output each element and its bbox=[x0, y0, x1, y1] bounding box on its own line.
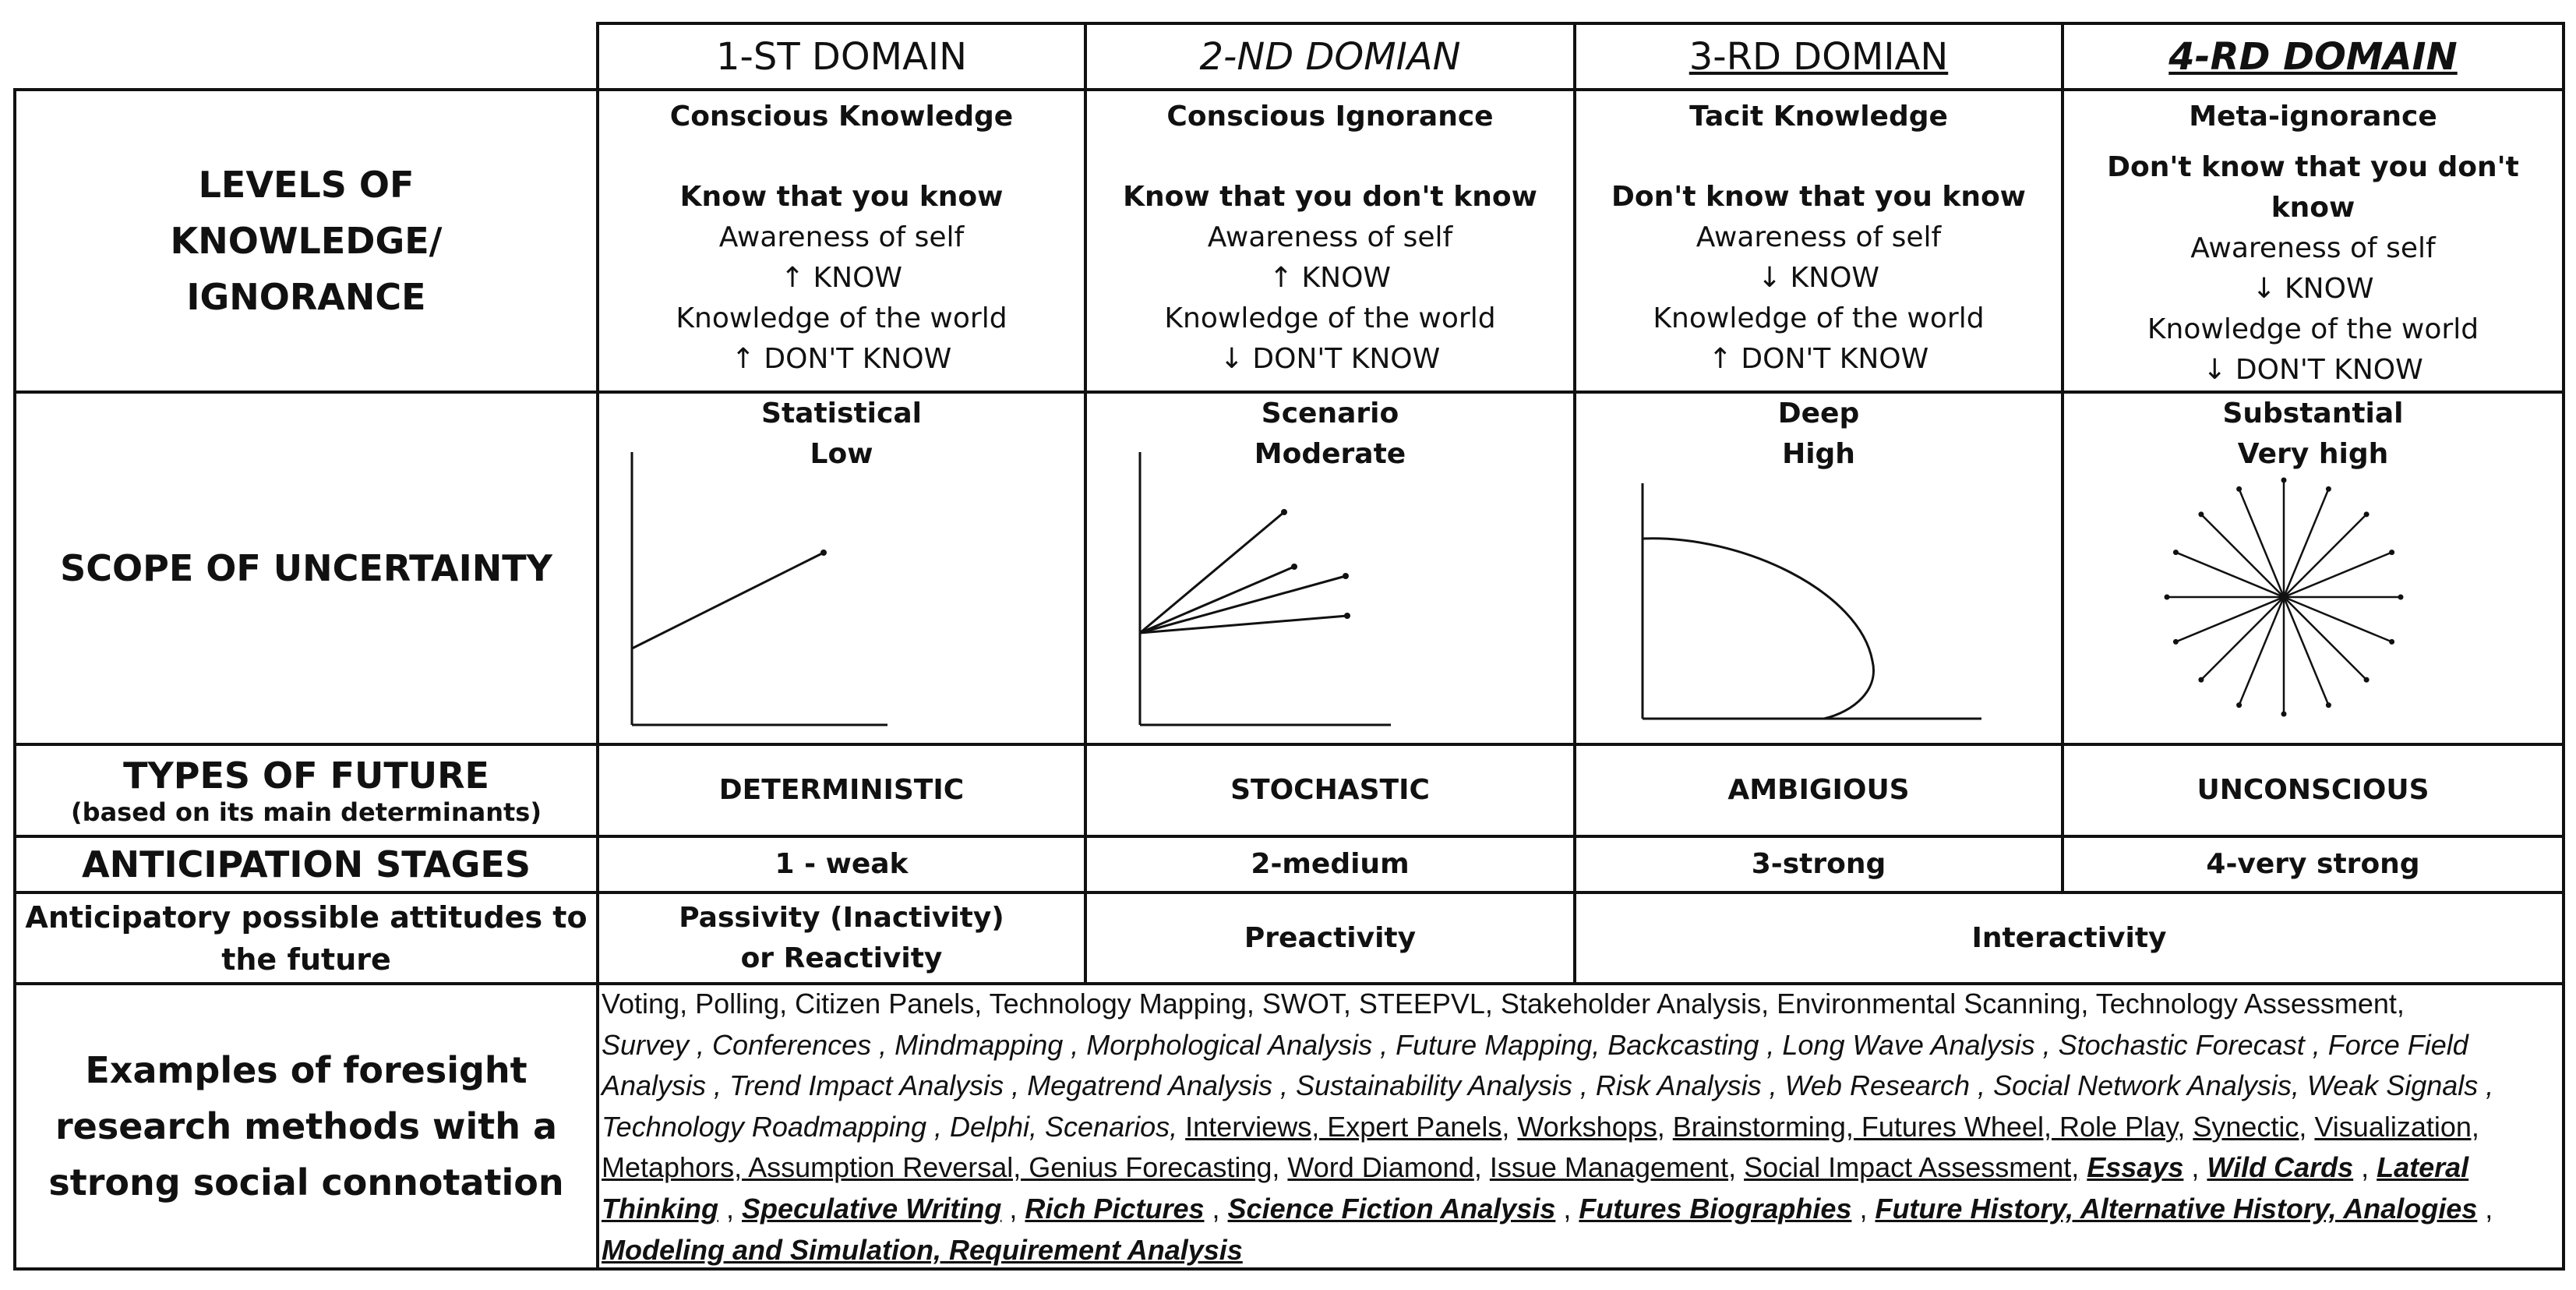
method-text: , bbox=[2299, 1110, 2315, 1143]
diagram-starburst bbox=[2165, 478, 2404, 717]
header-domain-4-label: 4-RD DOMAIN bbox=[2168, 34, 2458, 79]
levels-world: Knowledge of the world bbox=[676, 302, 1007, 334]
method-text: Voting, Polling, Citizen Panels, Technology Mapping, SWOT, STEEPVL, Stakeholder Analysis, Environmental Scanning, Technology Assessment, bbox=[602, 988, 2405, 1020]
type-domain-1 bbox=[599, 746, 1084, 835]
stage-domain-2 bbox=[1087, 838, 1573, 891]
row-label-types bbox=[16, 746, 596, 835]
table-border-right bbox=[2562, 22, 2565, 1271]
examples-line bbox=[602, 1189, 2550, 1230]
levels-world: Knowledge of the world bbox=[1164, 302, 1496, 334]
levels-cell-domain-3 bbox=[1576, 91, 2061, 391]
diagram-point bbox=[2389, 550, 2394, 555]
method-text: Workshops bbox=[1517, 1110, 1657, 1143]
header-domain-4 bbox=[2064, 25, 2562, 88]
scenario-uncertainty-diagram bbox=[1087, 436, 1573, 740]
deep-uncertainty-diagram bbox=[1576, 436, 2061, 740]
row-label-stages bbox=[16, 838, 596, 891]
row-label-stages-text: ANTICIPATION STAGES bbox=[82, 843, 531, 885]
attitude-domain-1 bbox=[599, 894, 1084, 982]
row-label-levels-line: KNOWLEDGE/ bbox=[170, 220, 443, 262]
method-text: Technology Roadmapping , Delphi, Scenarios, bbox=[602, 1110, 1186, 1143]
type-domain-4 bbox=[2064, 746, 2562, 835]
method-text: , bbox=[1728, 1151, 1745, 1184]
levels-know-line: Know that you don't know bbox=[1123, 181, 1537, 213]
method-text: Science Fiction Analysis bbox=[1227, 1192, 1556, 1225]
header-domain-2 bbox=[1087, 25, 1573, 88]
method-text: Issue Management bbox=[1489, 1151, 1729, 1184]
scope-level: Very high bbox=[2237, 438, 2389, 470]
scope-level: Moderate bbox=[1254, 438, 1406, 470]
header-domain-1 bbox=[599, 25, 1084, 88]
stage-label: 4-very strong bbox=[2206, 848, 2420, 880]
diagram-point bbox=[2281, 478, 2287, 483]
diagram-point bbox=[2198, 677, 2204, 683]
method-text: Essays bbox=[2087, 1151, 2184, 1184]
diagram-point bbox=[2389, 639, 2394, 645]
method-text: , bbox=[718, 1192, 742, 1225]
header-domain-3 bbox=[1576, 25, 2061, 88]
levels-self: Awareness of self bbox=[2190, 232, 2436, 264]
stage-label: 1 - weak bbox=[775, 848, 909, 880]
diagram-point bbox=[1291, 564, 1297, 570]
levels-self-arrow: ↑ KNOW bbox=[1269, 262, 1392, 294]
row-label-attitudes bbox=[16, 894, 596, 982]
stage-domain-1 bbox=[599, 838, 1084, 891]
examples-line bbox=[602, 1230, 2550, 1271]
type-label: STOCHASTIC bbox=[1230, 774, 1430, 806]
diagram-curve bbox=[1643, 539, 1873, 719]
diagram-scenario-line bbox=[1140, 512, 1284, 633]
method-text: , bbox=[2177, 1110, 2193, 1143]
examples-line bbox=[602, 1025, 2550, 1066]
type-label: AMBIGIOUS bbox=[1727, 774, 1910, 806]
row-label-examples-line: Examples of foresight bbox=[85, 1049, 528, 1091]
levels-world: Knowledge of the world bbox=[1653, 302, 1985, 334]
row-label-levels bbox=[16, 91, 596, 391]
method-text: , bbox=[1204, 1192, 1228, 1225]
row-label-examples-line: research methods with a bbox=[55, 1105, 558, 1147]
method-text: Thinking bbox=[602, 1192, 718, 1225]
levels-world: Knowledge of the world bbox=[2147, 313, 2479, 345]
diagram-point bbox=[2364, 511, 2370, 517]
row-label-examples-line: strong social connotation bbox=[48, 1161, 564, 1203]
attitude-line: or Reactivity bbox=[740, 942, 943, 974]
attitude-domain-2 bbox=[1087, 894, 1573, 982]
diagram-point bbox=[2236, 702, 2242, 708]
diagram-point bbox=[1343, 573, 1349, 579]
diagram-point bbox=[2398, 595, 2404, 600]
levels-know-line: Don't know that you know bbox=[1611, 181, 2026, 213]
method-text: Word Diamond bbox=[1287, 1151, 1474, 1184]
method-text: , bbox=[1473, 1151, 1490, 1184]
header-domain-2-label: 2-ND DOMIAN bbox=[1199, 34, 1461, 79]
diagram-ray bbox=[2201, 514, 2284, 597]
method-text: Interviews, Expert Panels bbox=[1185, 1110, 1502, 1143]
type-domain-3 bbox=[1576, 746, 2061, 835]
levels-know-line: Know that you know bbox=[679, 181, 1004, 213]
method-text: , bbox=[1657, 1110, 1673, 1143]
method-text: , bbox=[2477, 1192, 2493, 1225]
examples-line bbox=[602, 1107, 2550, 1148]
levels-cell-domain-2 bbox=[1087, 91, 1573, 391]
attitude-line: Passivity (Inactivity) bbox=[679, 901, 1004, 934]
levels-self-arrow: ↑ KNOW bbox=[780, 262, 903, 294]
method-text: Synectic bbox=[2193, 1110, 2299, 1143]
diagram-point bbox=[2326, 702, 2331, 708]
diagram-point bbox=[1281, 509, 1287, 515]
examples-line bbox=[602, 1147, 2550, 1189]
row-label-levels-line: LEVELS OF bbox=[198, 164, 415, 206]
levels-world-arrow: ↑ DON'T KNOW bbox=[1708, 343, 1929, 375]
levels-self: Awareness of self bbox=[1696, 221, 1942, 253]
method-text: Speculative Writing bbox=[742, 1192, 1002, 1225]
method-text: , bbox=[2353, 1151, 2377, 1184]
levels-title: Conscious Knowledge bbox=[669, 101, 1014, 133]
scope-name: Deep bbox=[1777, 398, 1860, 429]
stage-label: 2-medium bbox=[1251, 848, 1410, 880]
levels-self: Awareness of self bbox=[718, 221, 965, 253]
method-text: , bbox=[1851, 1192, 1876, 1225]
type-label: DETERMINISTIC bbox=[718, 774, 965, 806]
diagram-ray bbox=[2201, 597, 2284, 680]
diagram-trend-line bbox=[632, 553, 824, 649]
method-text: Rich Pictures bbox=[1025, 1192, 1205, 1225]
row-label-types-text: TYPES OF FUTURE bbox=[123, 755, 489, 797]
levels-world-arrow: ↓ DON'T KNOW bbox=[2203, 354, 2423, 386]
method-text: Social Impact Assessment, bbox=[1744, 1151, 2080, 1184]
type-domain-2 bbox=[1087, 746, 1573, 835]
examples-methods-text bbox=[602, 984, 2550, 1271]
type-label: UNCONSCIOUS bbox=[2197, 774, 2430, 806]
scope-level: High bbox=[1782, 438, 1855, 470]
method-text bbox=[2079, 1151, 2087, 1183]
levels-self-arrow: ↓ KNOW bbox=[1757, 262, 1880, 294]
attitude-label: Interactivity bbox=[1971, 921, 2167, 954]
levels-title: Conscious Ignorance bbox=[1166, 101, 1494, 133]
stage-domain-4 bbox=[2064, 838, 2562, 891]
levels-self-arrow: ↓ KNOW bbox=[2252, 273, 2374, 305]
scope-name: Substantial bbox=[2222, 398, 2404, 429]
substantial-uncertainty-diagram bbox=[2064, 436, 2562, 740]
diagram-point bbox=[2173, 639, 2179, 645]
attitude-domain-3-4 bbox=[1576, 894, 2562, 982]
method-text: Future History, Alternative History, Analogies bbox=[1875, 1192, 2478, 1225]
method-text: , bbox=[1001, 1192, 1025, 1225]
attitude-label: Preactivity bbox=[1244, 921, 1417, 954]
row-label-attitudes-line: the future bbox=[221, 942, 391, 977]
row-label-levels-line: IGNORANCE bbox=[186, 276, 426, 318]
levels-cell-domain-1 bbox=[599, 91, 1084, 391]
scope-level: Low bbox=[810, 438, 873, 470]
method-text: , bbox=[1272, 1151, 1288, 1184]
row-label-types-sub: (based on its main determinants) bbox=[71, 797, 542, 827]
diagram-point bbox=[2326, 486, 2331, 492]
scope-name: Scenario bbox=[1261, 398, 1399, 429]
row-label-examples bbox=[16, 985, 596, 1267]
diagram-ray bbox=[2284, 597, 2366, 680]
levels-world-arrow: ↑ DON'T KNOW bbox=[731, 343, 952, 375]
diagram-point bbox=[820, 550, 827, 556]
levels-know-line: Don't know that you don't know bbox=[2107, 151, 2519, 224]
diagram-point bbox=[2198, 511, 2204, 517]
method-text: Futures Biographies bbox=[1579, 1192, 1852, 1225]
method-text: , bbox=[1555, 1192, 1579, 1225]
header-domain-1-label: 1-ST DOMAIN bbox=[716, 34, 967, 79]
levels-self: Awareness of self bbox=[1207, 221, 1453, 253]
levels-world-arrow: ↓ DON'T KNOW bbox=[1219, 343, 1441, 375]
diagram-point bbox=[2364, 677, 2370, 683]
method-text: , bbox=[1501, 1110, 1518, 1143]
diagram-point bbox=[2165, 595, 2170, 600]
row-label-scope bbox=[16, 394, 596, 743]
method-text: Modeling and Simulation, Requirement Analysis bbox=[602, 1233, 1243, 1266]
stage-domain-3 bbox=[1576, 838, 2061, 891]
row-label-attitudes-line: Anticipatory possible attitudes to bbox=[25, 899, 588, 935]
method-text: Brainstorming, Futures Wheel, Role Play bbox=[1672, 1110, 2178, 1143]
diagram-point bbox=[2173, 550, 2179, 555]
scope-name: Statistical bbox=[761, 398, 922, 429]
method-text: Metaphors, Assumption Reversal, Genius Forecasting bbox=[602, 1151, 1272, 1184]
diagram-point bbox=[2236, 486, 2242, 492]
method-text: Analysis , Trend Impact Analysis , Megatrend Analysis , Sustainability Analysis , Risk Analysis , Web Research , Social Network Analysis, Weak Signals , bbox=[602, 1069, 2494, 1102]
levels-title: Tacit Knowledge bbox=[1689, 101, 1948, 133]
examples-line bbox=[602, 984, 2550, 1025]
levels-cell-domain-4 bbox=[2064, 91, 2562, 391]
stage-label: 3-strong bbox=[1751, 848, 1886, 880]
statistical-uncertainty-diagram bbox=[599, 436, 1084, 740]
examples-line bbox=[602, 1066, 2550, 1107]
method-text: Wild Cards bbox=[2207, 1151, 2354, 1184]
diagram-ray bbox=[2284, 514, 2366, 597]
diagram-point bbox=[1344, 613, 1350, 619]
diagram-point bbox=[2281, 712, 2287, 717]
method-text: Lateral bbox=[2377, 1151, 2469, 1184]
method-text: Survey , Conferences , Mindmapping , Morphological Analysis , Future Mapping, Backcasting , Long Wave Analysis , Stochastic Forecast , Force Field bbox=[602, 1028, 2468, 1061]
row-label-scope-text: SCOPE OF UNCERTAINTY bbox=[60, 547, 552, 589]
header-domain-3-label: 3-RD DOMIAN bbox=[1689, 34, 1949, 79]
method-text: , bbox=[2183, 1151, 2207, 1184]
levels-title: Meta-ignorance bbox=[2189, 101, 2437, 133]
method-text: Visualization, bbox=[2314, 1110, 2479, 1143]
